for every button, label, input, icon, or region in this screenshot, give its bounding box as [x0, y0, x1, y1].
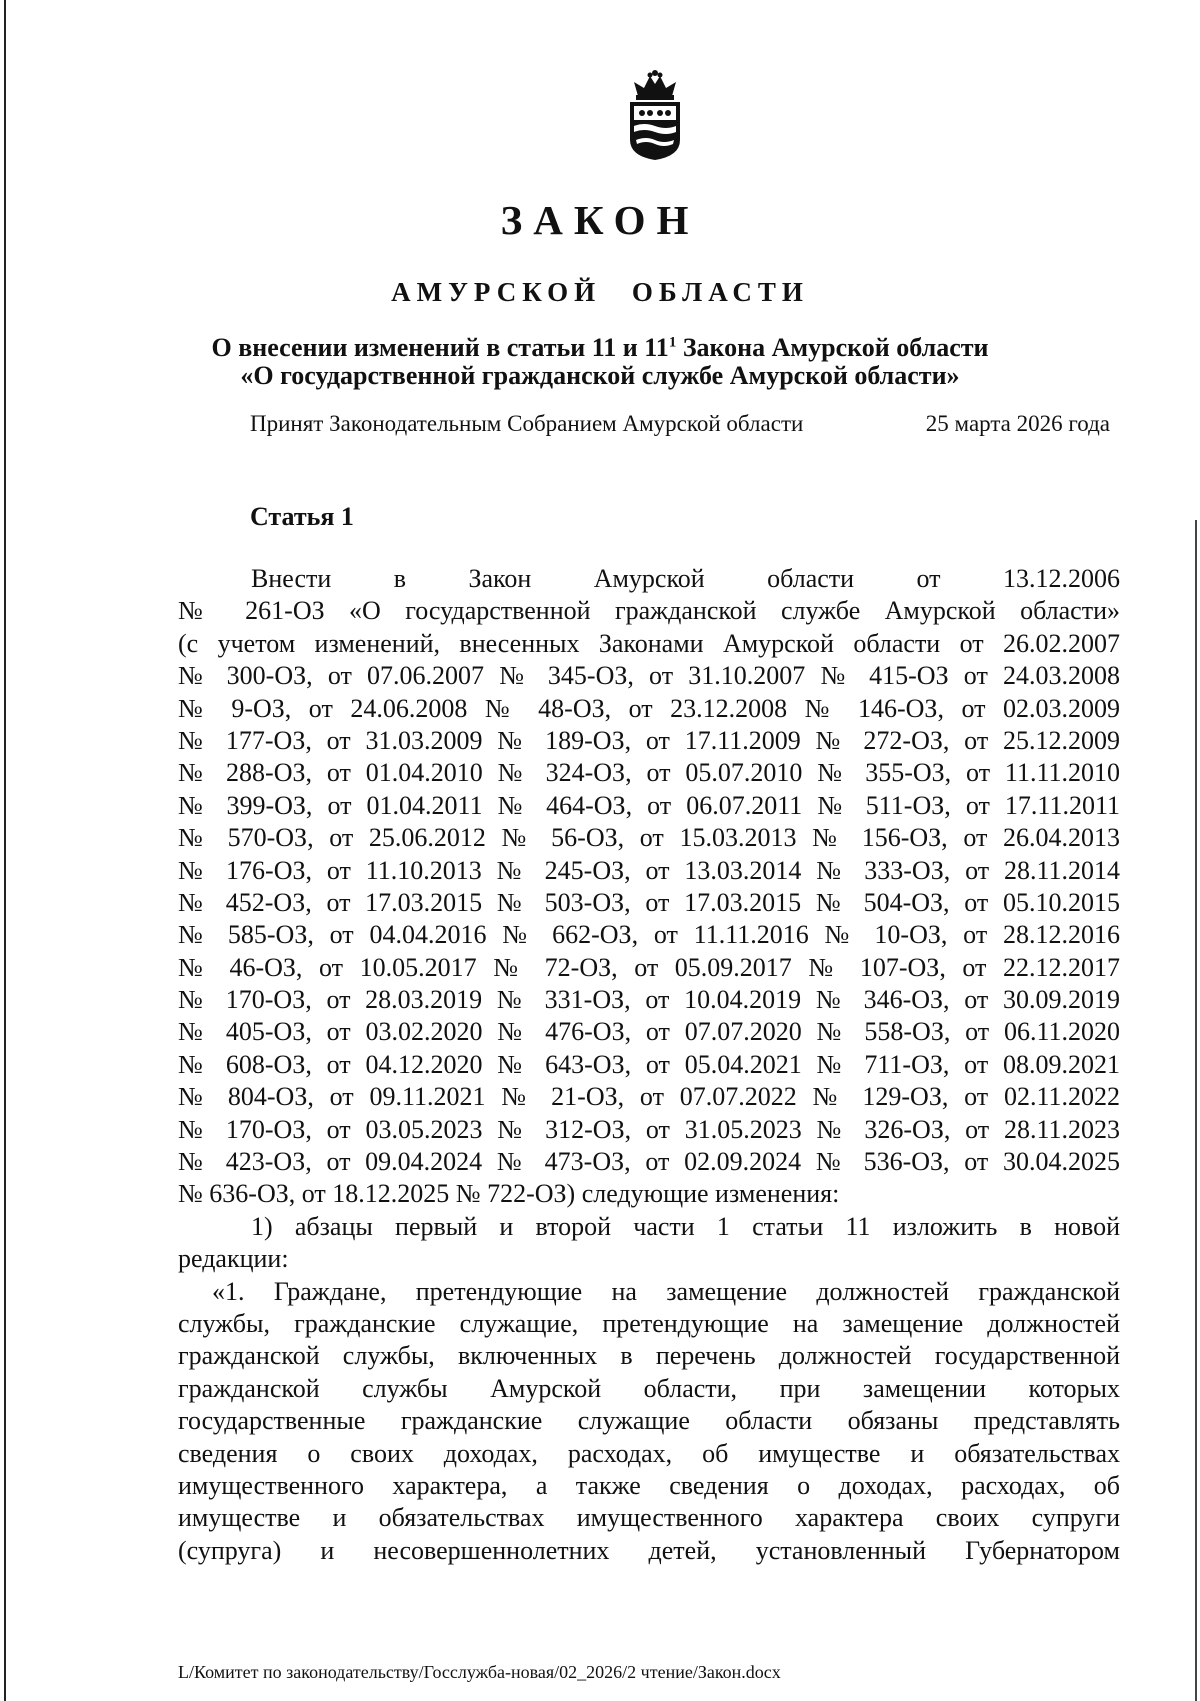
body-line: имуществе и обязательствах имущественного характера своих супруги [178, 1503, 1120, 1533]
body-line: № 399-ОЗ, от 01.04.2011 № 464-ОЗ, от 06.07.2011 № 511-ОЗ, от 17.11.2011 [178, 790, 1120, 820]
body-line: службы, гражданские служащие, претендующие на замещение должностей [178, 1308, 1120, 1338]
body-line: № 288-ОЗ, от 01.04.2010 № 324-ОЗ, от 05.07.2010 № 355-ОЗ, от 11.11.2010 [178, 758, 1120, 788]
body-line: «1. Граждане, претендующие на замещение должностей гражданской [212, 1276, 1120, 1306]
body-line: № 585-ОЗ, от 04.04.2016 № 662-ОЗ, от 11.11.2016 № 10-ОЗ, от 28.12.2016 [178, 920, 1120, 950]
body-line: № 608-ОЗ, от 04.12.2020 № 643-ОЗ, от 05.04.2021 № 711-ОЗ, от 08.09.2021 [178, 1049, 1120, 1079]
adoption-line [250, 411, 1110, 437]
law-heading-post: Закона Амурской области [676, 333, 989, 362]
body-line: № 9-ОЗ, от 24.06.2008 № 48-ОЗ, от 23.12.2008 № 146-ОЗ, от 02.03.2009 [178, 693, 1120, 723]
law-heading-line-2: «О государственной гражданской службе Амурской области» [240, 361, 960, 390]
law-heading-line-1 [0, 333, 1200, 362]
body-line: № 423-ОЗ, от 09.04.2024 № 473-ОЗ, от 02.09.2024 № 536-ОЗ, от 30.04.2025 [178, 1147, 1120, 1177]
adoption-date: 25 марта 2026 года [925, 411, 1110, 436]
body-line: № 170-ОЗ, от 28.03.2019 № 331-ОЗ, от 10.04.2019 № 346-ОЗ, от 30.09.2019 [178, 985, 1120, 1015]
body-line: № 405-ОЗ, от 03.02.2020 № 476-ОЗ, от 07.07.2020 № 558-ОЗ, от 06.11.2020 [178, 1017, 1120, 1047]
body-line: (с учетом изменений, внесенных Законами Амурской области от 26.02.2007 [178, 628, 1120, 658]
file-path-footer: L/Комитет по законодательству/Госслужба-новая/02_2026/2 чтение/Закон.docx [178, 1662, 781, 1682]
article-body [178, 563, 1120, 1567]
law-heading-superscript: 1 [668, 334, 677, 351]
body-line: № 170-ОЗ, от 03.05.2023 № 312-ОЗ, от 31.05.2023 № 326-ОЗ, от 28.11.2023 [178, 1114, 1120, 1144]
body-line: Внести в Закон Амурской области от 13.12.2006 [251, 564, 1120, 593]
body-line: гражданской службы, включенных в перечень должностей государственной [178, 1341, 1120, 1371]
scan-edge-right [1195, 520, 1197, 1701]
body-line: редакции: [178, 1244, 289, 1274]
body-line: № 804-ОЗ, от 09.11.2021 № 21-ОЗ, от 07.07.2022 № 129-ОЗ, от 02.11.2022 [178, 1082, 1120, 1112]
body-line: сведения о своих доходах, расходах, об имуществе и обязательствах [178, 1438, 1120, 1468]
body-line: № 452-ОЗ, от 17.03.2015 № 503-ОЗ, от 17.03.2015 № 504-ОЗ, от 05.10.2015 [178, 887, 1120, 917]
body-line: имущественного характера, а также сведения о доходах, расходах, об [178, 1470, 1120, 1500]
body-line: № 46-ОЗ, от 10.05.2017 № 72-ОЗ, от 05.09.2017 № 107-ОЗ, от 22.12.2017 [178, 952, 1120, 982]
region-subtitle: АМУРСКОЙ ОБЛАСТИ [391, 277, 809, 307]
body-line: (супруга) и несовершеннолетних детей, установленный Губернатором [178, 1535, 1120, 1565]
scan-edge-left [4, 0, 6, 1701]
document-type-title: ЗАКОН [500, 197, 700, 243]
body-line: № 176-ОЗ, от 11.10.2013 № 245-ОЗ, от 13.03.2014 № 333-ОЗ, от 28.11.2014 [178, 855, 1120, 885]
body-line: № 261-ОЗ «О государственной гражданской службе Амурской области» [178, 596, 1120, 626]
law-heading-pre: О внесении изменений в статьи 11 и 11 [211, 333, 669, 362]
body-line: государственные гражданские служащие области обязаны представлять [178, 1406, 1120, 1436]
body-line: гражданской службы Амурской области, при замещении которых [178, 1373, 1120, 1403]
body-line: № 177-ОЗ, от 31.03.2009 № 189-ОЗ, от 17.11.2009 № 272-ОЗ, от 25.12.2009 [178, 725, 1120, 755]
body-line: № 636-ОЗ, от 18.12.2025 № 722-ОЗ) следующие изменения: [178, 1179, 840, 1209]
article-title: Статья 1 [250, 502, 354, 531]
body-line: № 300-ОЗ, от 07.06.2007 № 345-ОЗ, от 31.10.2007 № 415-ОЗ от 24.03.2008 [178, 661, 1120, 691]
body-line: № 570-ОЗ, от 25.06.2012 № 56-ОЗ, от 15.03.2013 № 156-ОЗ, от 26.04.2013 [178, 823, 1120, 853]
adopted-by: Принят Законодательным Собранием Амурской области [250, 411, 804, 436]
body-line: 1) абзацы первый и второй части 1 статьи 11 изложить в новой [251, 1211, 1120, 1241]
coat-of-arms-emblem [620, 70, 690, 162]
